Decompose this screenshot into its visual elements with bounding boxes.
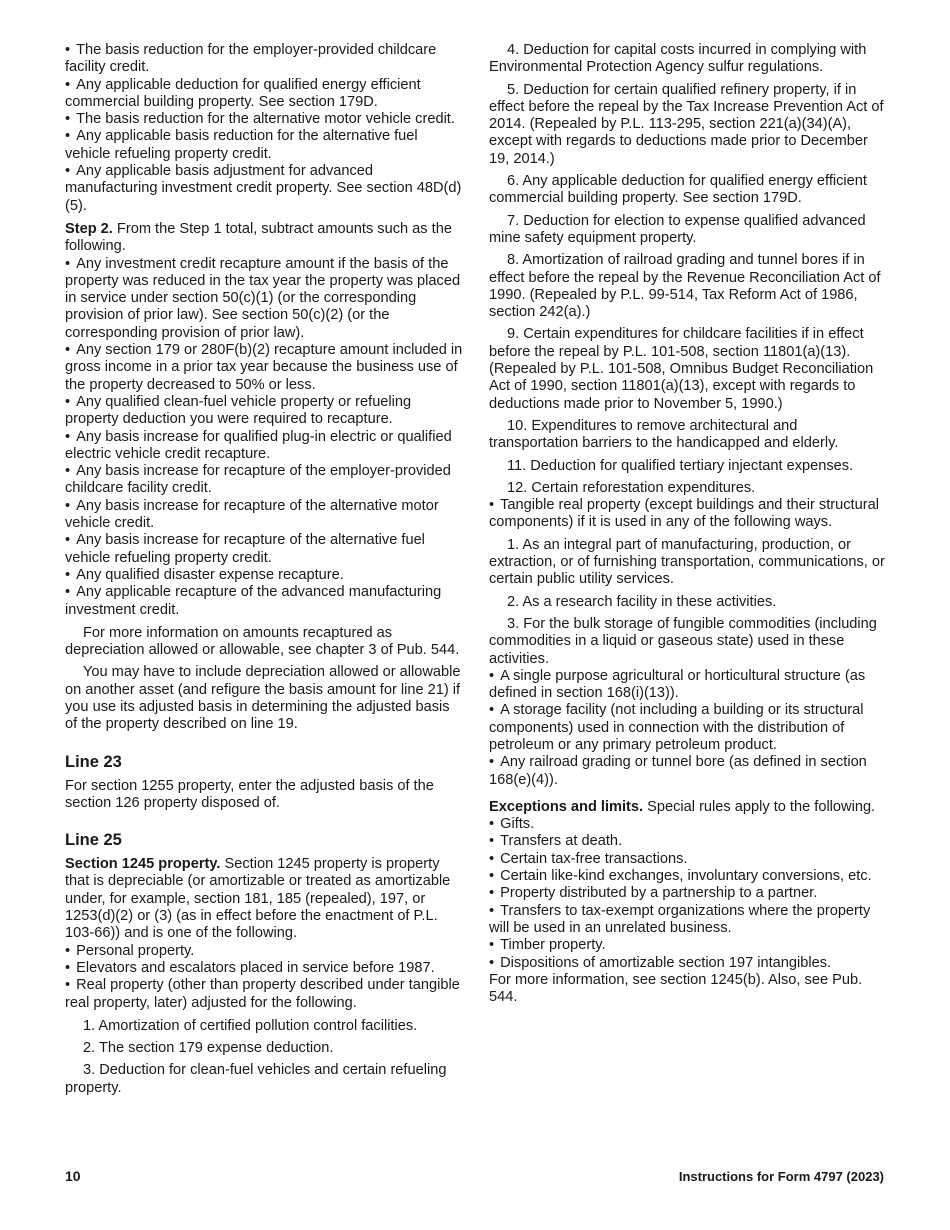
- numbered-item: 1. As an integral part of manufacturing, production, or extraction, or of furnishing transportation, communications, or certain public utility services.: [489, 536, 885, 588]
- numbered-item: 2. The section 179 expense deduction.: [83, 1040, 334, 1057]
- list-item: • Gifts.: [489, 816, 889, 833]
- list-item: • Any applicable basis reduction for the alternative fuel vehicle refueling property credit.: [65, 128, 465, 163]
- numbered-item: 3. Deduction for clean-fuel vehicles and certain refueling property.: [65, 1062, 447, 1096]
- list-item: • Any qualified disaster expense recapture.: [65, 567, 465, 584]
- list-item: • Any applicable deduction for qualified energy efficient commercial building property. See section 179D.: [65, 77, 465, 112]
- list-item: • Elevators and escalators placed in service before 1987.: [65, 960, 465, 977]
- sec1245-label: Section 1245 property.: [65, 856, 221, 873]
- numbered-item: 10. Expenditures to remove architectural and transportation barriers to the handicapped and elderly.: [489, 417, 839, 452]
- numbered-item: 6. Any applicable deduction for qualified energy efficient commercial building property. See section 179D.: [489, 173, 867, 207]
- list-item: • Personal property.: [65, 943, 465, 960]
- numbered-item: 9. Certain expenditures for childcare facilities if in effect before the repeal by P.L. 101-508, section 11801(a)(13). (Repealed by P.L. 101-508, Omnibus Budget Reconciliation Act of 1990, section 11801(a)(13), except with regards to deductions made prior to November 5, 1990.): [489, 326, 874, 412]
- step2-intro: [65, 221, 465, 256]
- page-number: 10: [65, 1168, 81, 1184]
- step2-text: From the Step 1 total, subtract amounts such as the following.: [65, 220, 452, 255]
- list-item: • Any investment credit recapture amount if the basis of the property was reduced in the tax year the property was placed in service under section 50(c)(1) (or the corresponding provision of prior law). See section 50(c)(2) (or the corresponding provision of prior law).: [65, 256, 465, 342]
- list-item: • Any basis increase for recapture of the employer-provided childcare facility credit.: [65, 463, 465, 498]
- list-item: • Any applicable recapture of the advanced manufacturing investment credit.: [65, 584, 465, 619]
- list-item: • Any railroad grading or tunnel bore (as defined in section 168(e)(4)).: [489, 754, 889, 789]
- numbered-item: 5. Deduction for certain qualified refinery property, if in effect before the repeal by the Tax Increase Prevention Act of 2014. (Repealed by P.L. 113-295, section 221(a)(34)(A), except with regards to deductions made prior to December 19, 2014.): [489, 81, 884, 167]
- list-item: • The basis reduction for the alternative motor vehicle credit.: [65, 111, 465, 128]
- list-item: • Tangible real property (except buildings and their structural components) if it is used in any of the following ways.: [489, 497, 889, 532]
- list-item: • A single purpose agricultural or horticultural structure (as defined in section 168(i)(13)).: [489, 668, 889, 703]
- exceptions-label: Exceptions and limits.: [489, 798, 644, 815]
- list-item: • Transfers to tax-exempt organizations where the property will be used in an unrelated business.: [489, 903, 889, 938]
- list-item: • Real property (other than property described under tangible real property, later) adjusted for the following.: [65, 977, 465, 1012]
- list-item: • Any section 179 or 280F(b)(2) recapture amount included in gross income in a prior tax year because the business use of the property decreased to 50% or less.: [65, 342, 465, 394]
- step2-label: Step 2.: [65, 220, 113, 237]
- numbered-item: 4. Deduction for capital costs incurred in complying with Environmental Protection Agency sulfur regulations.: [489, 42, 867, 76]
- list-item: • Certain tax-free transactions.: [489, 851, 889, 868]
- numbered-item: 1. Amortization of certified pollution control facilities.: [83, 1017, 418, 1034]
- paragraph: For more information on amounts recaptured as depreciation allowed or allowable, see chapter 3 of Pub. 544.: [65, 624, 460, 659]
- numbered-item: 7. Deduction for election to expense qualified advanced mine safety equipment property.: [489, 212, 866, 246]
- list-item: • Any basis increase for recapture of the alternative motor vehicle credit.: [65, 498, 465, 533]
- left-column: [65, 42, 465, 1102]
- list-item: • Dispositions of amortizable section 197 intangibles.: [489, 955, 889, 972]
- list-item: • Transfers at death.: [489, 833, 889, 850]
- exceptions-text: Special rules apply to the following.: [647, 798, 876, 815]
- list-item: • A storage facility (not including a building or its structural components) used in connection with the distribution of petroleum or any primary petroleum product.: [489, 702, 889, 754]
- section-heading-line25: Line 25: [65, 831, 122, 850]
- sec1245-text: Section 1245 property is property that is depreciable (or amortizable or treated as amortizable under, for example, section 181, 185 (repealed), 197, or 1253(d)(2) or (3) (as in effect before the enactment of P.L. 103-66)) and is one of the following.: [65, 856, 451, 942]
- list-item: • Any applicable basis adjustment for advanced manufacturing investment credit property. See section 48D(d)(5).: [65, 163, 465, 215]
- list-item: • Certain like-kind exchanges, involuntary conversions, etc.: [489, 868, 889, 885]
- numbered-item: 8. Amortization of railroad grading and tunnel bores if in effect before the repeal by the Revenue Reconciliation Act of 1990. (Repealed by P.L. 99-514, Tax Reform Act of 1986, section 242(a).): [489, 252, 881, 321]
- list-item: • Any basis increase for recapture of the alternative fuel vehicle refueling property credit.: [65, 532, 465, 567]
- section-heading-line23: Line 23: [65, 752, 122, 771]
- numbered-item: 3. For the bulk storage of fungible commodities (including commodities in a liquid or gaseous state) used in these activities.: [489, 615, 877, 667]
- form-title: Instructions for Form 4797 (2023): [678, 1169, 884, 1184]
- numbered-item: 11. Deduction for qualified tertiary injectant expenses.: [507, 457, 854, 474]
- list-item: • Any basis increase for qualified plug-in electric or qualified electric vehicle credit recapture.: [65, 429, 465, 464]
- paragraph: For section 1255 property, enter the adjusted basis of the section 126 property disposed of.: [65, 777, 434, 811]
- list-item: • Timber property.: [489, 937, 889, 954]
- list-item: • Property distributed by a partnership to a partner.: [489, 885, 889, 902]
- exceptions-intro: [489, 799, 889, 816]
- sec1245-intro: [65, 856, 465, 942]
- paragraph: You may have to include depreciation allowed or allowable on another asset (and refigure the basis amount for line 21) if you use its adjusted basis in determining the adjusted basis of the property described on line 19.: [65, 664, 461, 733]
- list-item: • Any qualified clean-fuel vehicle property or refueling property deduction you were required to recapture.: [65, 394, 465, 429]
- numbered-item: 2. As a research facility in these activities.: [507, 593, 777, 610]
- right-column: [489, 42, 889, 1011]
- list-item: • The basis reduction for the employer-provided childcare facility credit.: [65, 42, 465, 77]
- paragraph: For more information, see section 1245(b). Also, see Pub. 544.: [489, 971, 863, 1006]
- numbered-item: 12. Certain reforestation expenditures.: [507, 479, 756, 496]
